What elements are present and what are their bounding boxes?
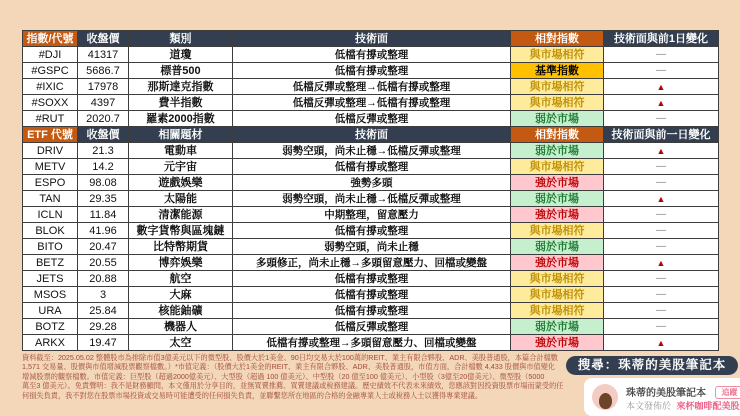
no-change-dash: — xyxy=(656,321,666,332)
etf-tech-cell: 低檔有撐或整理 xyxy=(233,271,511,287)
etf-row-BOTZ xyxy=(23,319,719,335)
follow-button[interactable]: 追蹤 xyxy=(715,386,740,399)
index-code-cell: #RUT xyxy=(23,111,78,127)
etf-cat-cell: 遊戲娛樂 xyxy=(129,175,233,191)
index-code-cell: #DJI xyxy=(23,47,78,63)
disclaimer-line-2: 1,571 交易量、股價與市值增減股票觀察檔數。）*市值定義：（股價大於1美金的REIT、業主有限合夥股、ADR、美股普通股，市值方面，合計檔數 4,433 股價與市值變化 xyxy=(22,362,556,372)
index-code-cell: #IXIC xyxy=(23,79,78,95)
etf-cat-cell: 比特幣期貨 xyxy=(129,239,233,255)
etf-header-cell-4: 相對指數 xyxy=(511,127,604,143)
etf-chg-cell xyxy=(604,143,719,159)
etf-row-MSOS xyxy=(23,287,719,303)
market-table-body xyxy=(23,31,719,351)
etf-row-DRIV xyxy=(23,143,719,159)
index-cat-cell: 費半指數 xyxy=(129,95,233,111)
etf-chg-cell xyxy=(604,159,719,175)
index-cat-cell: 那斯達克指數 xyxy=(129,79,233,95)
etf-price-cell: 19.47 xyxy=(78,335,129,351)
no-change-dash: — xyxy=(656,161,666,172)
etf-chg-cell xyxy=(604,175,719,191)
etf-tech-cell: 強勢多頭 xyxy=(233,175,511,191)
no-change-dash: — xyxy=(656,177,666,188)
etf-cat-cell: 航空 xyxy=(129,271,233,287)
avatar xyxy=(592,384,618,410)
etf-price-cell: 21.3 xyxy=(78,143,129,159)
etf-rel-cell: 弱於市場 xyxy=(511,143,604,159)
etf-cat-cell: 太陽能 xyxy=(129,191,233,207)
etf-code-cell: ESPO xyxy=(23,175,78,191)
no-change-dash: — xyxy=(656,225,666,236)
etf-rel-cell: 與市場相符 xyxy=(511,271,604,287)
no-change-dash: — xyxy=(656,113,666,124)
etf-price-cell: 25.84 xyxy=(78,303,129,319)
etf-row-ARKX xyxy=(23,335,719,351)
etf-row-BLOK xyxy=(23,223,719,239)
etf-code-cell: ARKX xyxy=(23,335,78,351)
index-tech-cell: 低檔有撐或整理 xyxy=(233,47,511,63)
etf-code-cell: BETZ xyxy=(23,255,78,271)
up-triangle-icon: ▲ xyxy=(656,257,666,268)
etf-tech-cell: 低檔反彈或整理 xyxy=(233,319,511,335)
up-triangle-icon: ▲ xyxy=(656,81,666,92)
etf-header-cell-3: 技術面 xyxy=(233,127,511,143)
etf-cat-cell: 元宇宙 xyxy=(129,159,233,175)
etf-chg-cell xyxy=(604,319,719,335)
etf-tech-cell: 多頭修正，尚未止穩→多頭留意壓力、回檔或變盤 xyxy=(233,255,511,271)
disclaimer-line-4: 萬至3 億美元）。免責聲明：我不是財務顧問，本文僅用於分享目的，並無買賣推薦、買賣建議或稅務建議。歷史績效不代表未來績效，您應該對因投資股票市場而蒙受的任 xyxy=(22,381,564,391)
etf-price-cell: 11.84 xyxy=(78,207,129,223)
etf-header-cell-0: ETF 代號 xyxy=(23,127,78,143)
etf-tech-cell: 中期整理，留意壓力 xyxy=(233,207,511,223)
etf-row-TAN xyxy=(23,191,719,207)
etf-rel-cell: 強於市場 xyxy=(511,255,604,271)
etf-rel-cell: 與市場相符 xyxy=(511,159,604,175)
no-change-dash: — xyxy=(656,289,666,300)
etf-cat-cell: 清潔能源 xyxy=(129,207,233,223)
etf-cat-cell: 博弈娛樂 xyxy=(129,255,233,271)
index-rel-cell: 與市場相符 xyxy=(511,47,604,63)
etf-chg-cell xyxy=(604,287,719,303)
etf-cat-cell: 太空 xyxy=(129,335,233,351)
etf-code-cell: URA xyxy=(23,303,78,319)
etf-chg-cell xyxy=(604,223,719,239)
index-chg-cell xyxy=(604,63,719,79)
avatar-figure-icon xyxy=(599,393,612,409)
index-tech-cell: 低檔反彈或整理→低檔有撐或整理 xyxy=(233,95,511,111)
index-code-cell: #GSPC xyxy=(23,63,78,79)
index-price-cell: 5686.7 xyxy=(78,63,129,79)
index-rel-cell: 與市場相符 xyxy=(511,95,604,111)
etf-rel-cell: 與市場相符 xyxy=(511,303,604,319)
etf-code-cell: BOTZ xyxy=(23,319,78,335)
index-tech-cell: 低檔有撐或整理 xyxy=(233,63,511,79)
etf-rel-cell: 強於市場 xyxy=(511,175,604,191)
profile-card xyxy=(584,378,740,416)
etf-price-cell: 98.08 xyxy=(78,175,129,191)
etf-tech-cell: 弱勢空頭，尚未止穩 xyxy=(233,239,511,255)
etf-tech-cell: 弱勢空頭，尚未止穩→低檔反彈或整理 xyxy=(233,143,511,159)
disclaimer-line-1: 資料截至：2025.05.02 整體股市為排除市值3億美元以下的微型股、股價大於1美金、90日均交易大於100萬的REIT、業主有限合夥股、ADR、美股普通股，本篇合計檔數 xyxy=(22,353,558,362)
etf-code-cell: METV xyxy=(23,159,78,175)
market-table xyxy=(22,30,719,351)
etf-rel-cell: 弱於市場 xyxy=(511,239,604,255)
etf-cat-cell: 大麻 xyxy=(129,287,233,303)
search-banner xyxy=(566,356,738,375)
index-tech-cell: 低檔反彈或整理 xyxy=(233,111,511,127)
index-chg-cell xyxy=(604,79,719,95)
index-header-cell-5: 技術面與前1日變化 xyxy=(604,31,719,47)
etf-cat-cell: 數字貨幣與區塊鏈 xyxy=(129,223,233,239)
no-change-dash: — xyxy=(656,65,666,76)
index-header-cell-0: 指數/代號 xyxy=(23,31,78,47)
search-banner-label: 搜尋：珠蒂的美股筆記本 xyxy=(577,358,727,372)
etf-price-cell: 20.88 xyxy=(78,271,129,287)
etf-code-cell: MSOS xyxy=(23,287,78,303)
no-change-dash: — xyxy=(656,273,666,284)
index-chg-cell xyxy=(604,47,719,63)
no-change-dash: — xyxy=(656,241,666,252)
etf-price-cell: 20.47 xyxy=(78,239,129,255)
index-rel-cell: 與市場相符 xyxy=(511,79,604,95)
etf-chg-cell xyxy=(604,191,719,207)
etf-cat-cell: 機器人 xyxy=(129,319,233,335)
etf-cat-cell: 電動車 xyxy=(129,143,233,159)
etf-chg-cell xyxy=(604,255,719,271)
etf-chg-cell xyxy=(604,239,719,255)
up-triangle-icon: ▲ xyxy=(656,193,666,204)
etf-rel-cell: 強於市場 xyxy=(511,335,604,351)
etf-rel-cell: 弱於市場 xyxy=(511,191,604,207)
index-price-cell: 2020.7 xyxy=(78,111,129,127)
etf-price-cell: 41.96 xyxy=(78,223,129,239)
index-tech-cell: 低檔反彈或整理→低檔有撐或整理 xyxy=(233,79,511,95)
index-header-cell-2: 類別 xyxy=(129,31,233,47)
etf-price-cell: 29.28 xyxy=(78,319,129,335)
index-row-IXIC xyxy=(23,79,719,95)
index-row-GSPC xyxy=(23,63,719,79)
etf-rel-cell: 弱於市場 xyxy=(511,319,604,335)
disclaimer-text xyxy=(22,353,570,400)
no-change-dash: — xyxy=(656,49,666,60)
up-triangle-icon: ▲ xyxy=(656,337,666,348)
up-triangle-icon: ▲ xyxy=(656,145,666,156)
index-price-cell: 17978 xyxy=(78,79,129,95)
index-chg-cell xyxy=(604,111,719,127)
etf-row-ICLN xyxy=(23,207,719,223)
index-row-SOXX xyxy=(23,95,719,111)
etf-tech-cell: 低檔有撐或整理 xyxy=(233,223,511,239)
index-header-cell-4: 相對指數 xyxy=(511,31,604,47)
etf-tech-cell: 低檔有撐或整理→多頭留意壓力、回檔或變盤 xyxy=(233,335,511,351)
index-header-cell-1: 收盤價 xyxy=(78,31,129,47)
etf-rel-cell: 強於市場 xyxy=(511,207,604,223)
etf-header-cell-5: 技術面與前一日變化 xyxy=(604,127,719,143)
etf-price-cell: 29.35 xyxy=(78,191,129,207)
index-header xyxy=(23,31,719,47)
etf-rel-cell: 與市場相符 xyxy=(511,287,604,303)
etf-header-cell-1: 收盤價 xyxy=(78,127,129,143)
index-price-cell: 41317 xyxy=(78,47,129,63)
etf-code-cell: DRIV xyxy=(23,143,78,159)
etf-row-BITO xyxy=(23,239,719,255)
etf-row-JETS xyxy=(23,271,719,287)
etf-cat-cell: 核能鈾礦 xyxy=(129,303,233,319)
etf-row-BETZ xyxy=(23,255,719,271)
etf-row-ESPO xyxy=(23,175,719,191)
disclaimer-line-5: 何損失負責，我不對您在股票市場投資或交易時可能遭受的任何損失負責，並聯繫您所在地區的合格的金融專業人士或稅務人士以獲得專業建議。 xyxy=(22,390,483,400)
index-cat-cell: 羅素2000指數 xyxy=(129,111,233,127)
disclaimer-line-3: 增減股票的觀察檔數。市值定義：巨型股（超過2000億美元）、大型股（超過 100 億美元）、中型股（20 億至100 億美元）、小型股（3億至20億美元）、微型股（5000 xyxy=(22,371,545,381)
etf-tech-cell: 低檔有撐或整理 xyxy=(233,303,511,319)
index-row-RUT xyxy=(23,111,719,127)
etf-row-URA xyxy=(23,303,719,319)
etf-chg-cell xyxy=(604,207,719,223)
etf-price-cell: 3 xyxy=(78,287,129,303)
index-price-cell: 4397 xyxy=(78,95,129,111)
index-chg-cell xyxy=(604,95,719,111)
no-change-dash: — xyxy=(656,209,666,220)
etf-row-METV xyxy=(23,159,719,175)
profile-name: 珠蒂的美股筆記本 xyxy=(626,388,706,399)
index-header-cell-3: 技術面 xyxy=(233,31,511,47)
index-code-cell: #SOXX xyxy=(23,95,78,111)
etf-chg-cell xyxy=(604,271,719,287)
etf-chg-cell xyxy=(604,303,719,319)
etf-chg-cell xyxy=(604,335,719,351)
no-change-dash: — xyxy=(656,305,666,316)
etf-header-cell-2: 相關題材 xyxy=(129,127,233,143)
published-link[interactable]: 來杯咖啡配美股 xyxy=(676,401,740,411)
etf-tech-cell: 低檔有撐或整理 xyxy=(233,159,511,175)
up-triangle-icon: ▲ xyxy=(656,97,666,108)
etf-code-cell: TAN xyxy=(23,191,78,207)
published-prefix: 本文發佈於 xyxy=(626,401,672,411)
etf-price-cell: 20.55 xyxy=(78,255,129,271)
etf-tech-cell: 弱勢空頭，尚未止穩→低檔反彈或整理 xyxy=(233,191,511,207)
etf-code-cell: ICLN xyxy=(23,207,78,223)
index-row-DJI xyxy=(23,47,719,63)
index-cat-cell: 標普500 xyxy=(129,63,233,79)
etf-code-cell: JETS xyxy=(23,271,78,287)
etf-code-cell: BITO xyxy=(23,239,78,255)
etf-rel-cell: 與市場相符 xyxy=(511,223,604,239)
etf-header xyxy=(23,127,719,143)
etf-code-cell: BLOK xyxy=(23,223,78,239)
index-rel-cell: 弱於市場 xyxy=(511,111,604,127)
etf-tech-cell: 低檔有撐或整理 xyxy=(233,287,511,303)
etf-price-cell: 14.2 xyxy=(78,159,129,175)
index-rel-cell: 基準指數 xyxy=(511,63,604,79)
index-cat-cell: 道瓊 xyxy=(129,47,233,63)
